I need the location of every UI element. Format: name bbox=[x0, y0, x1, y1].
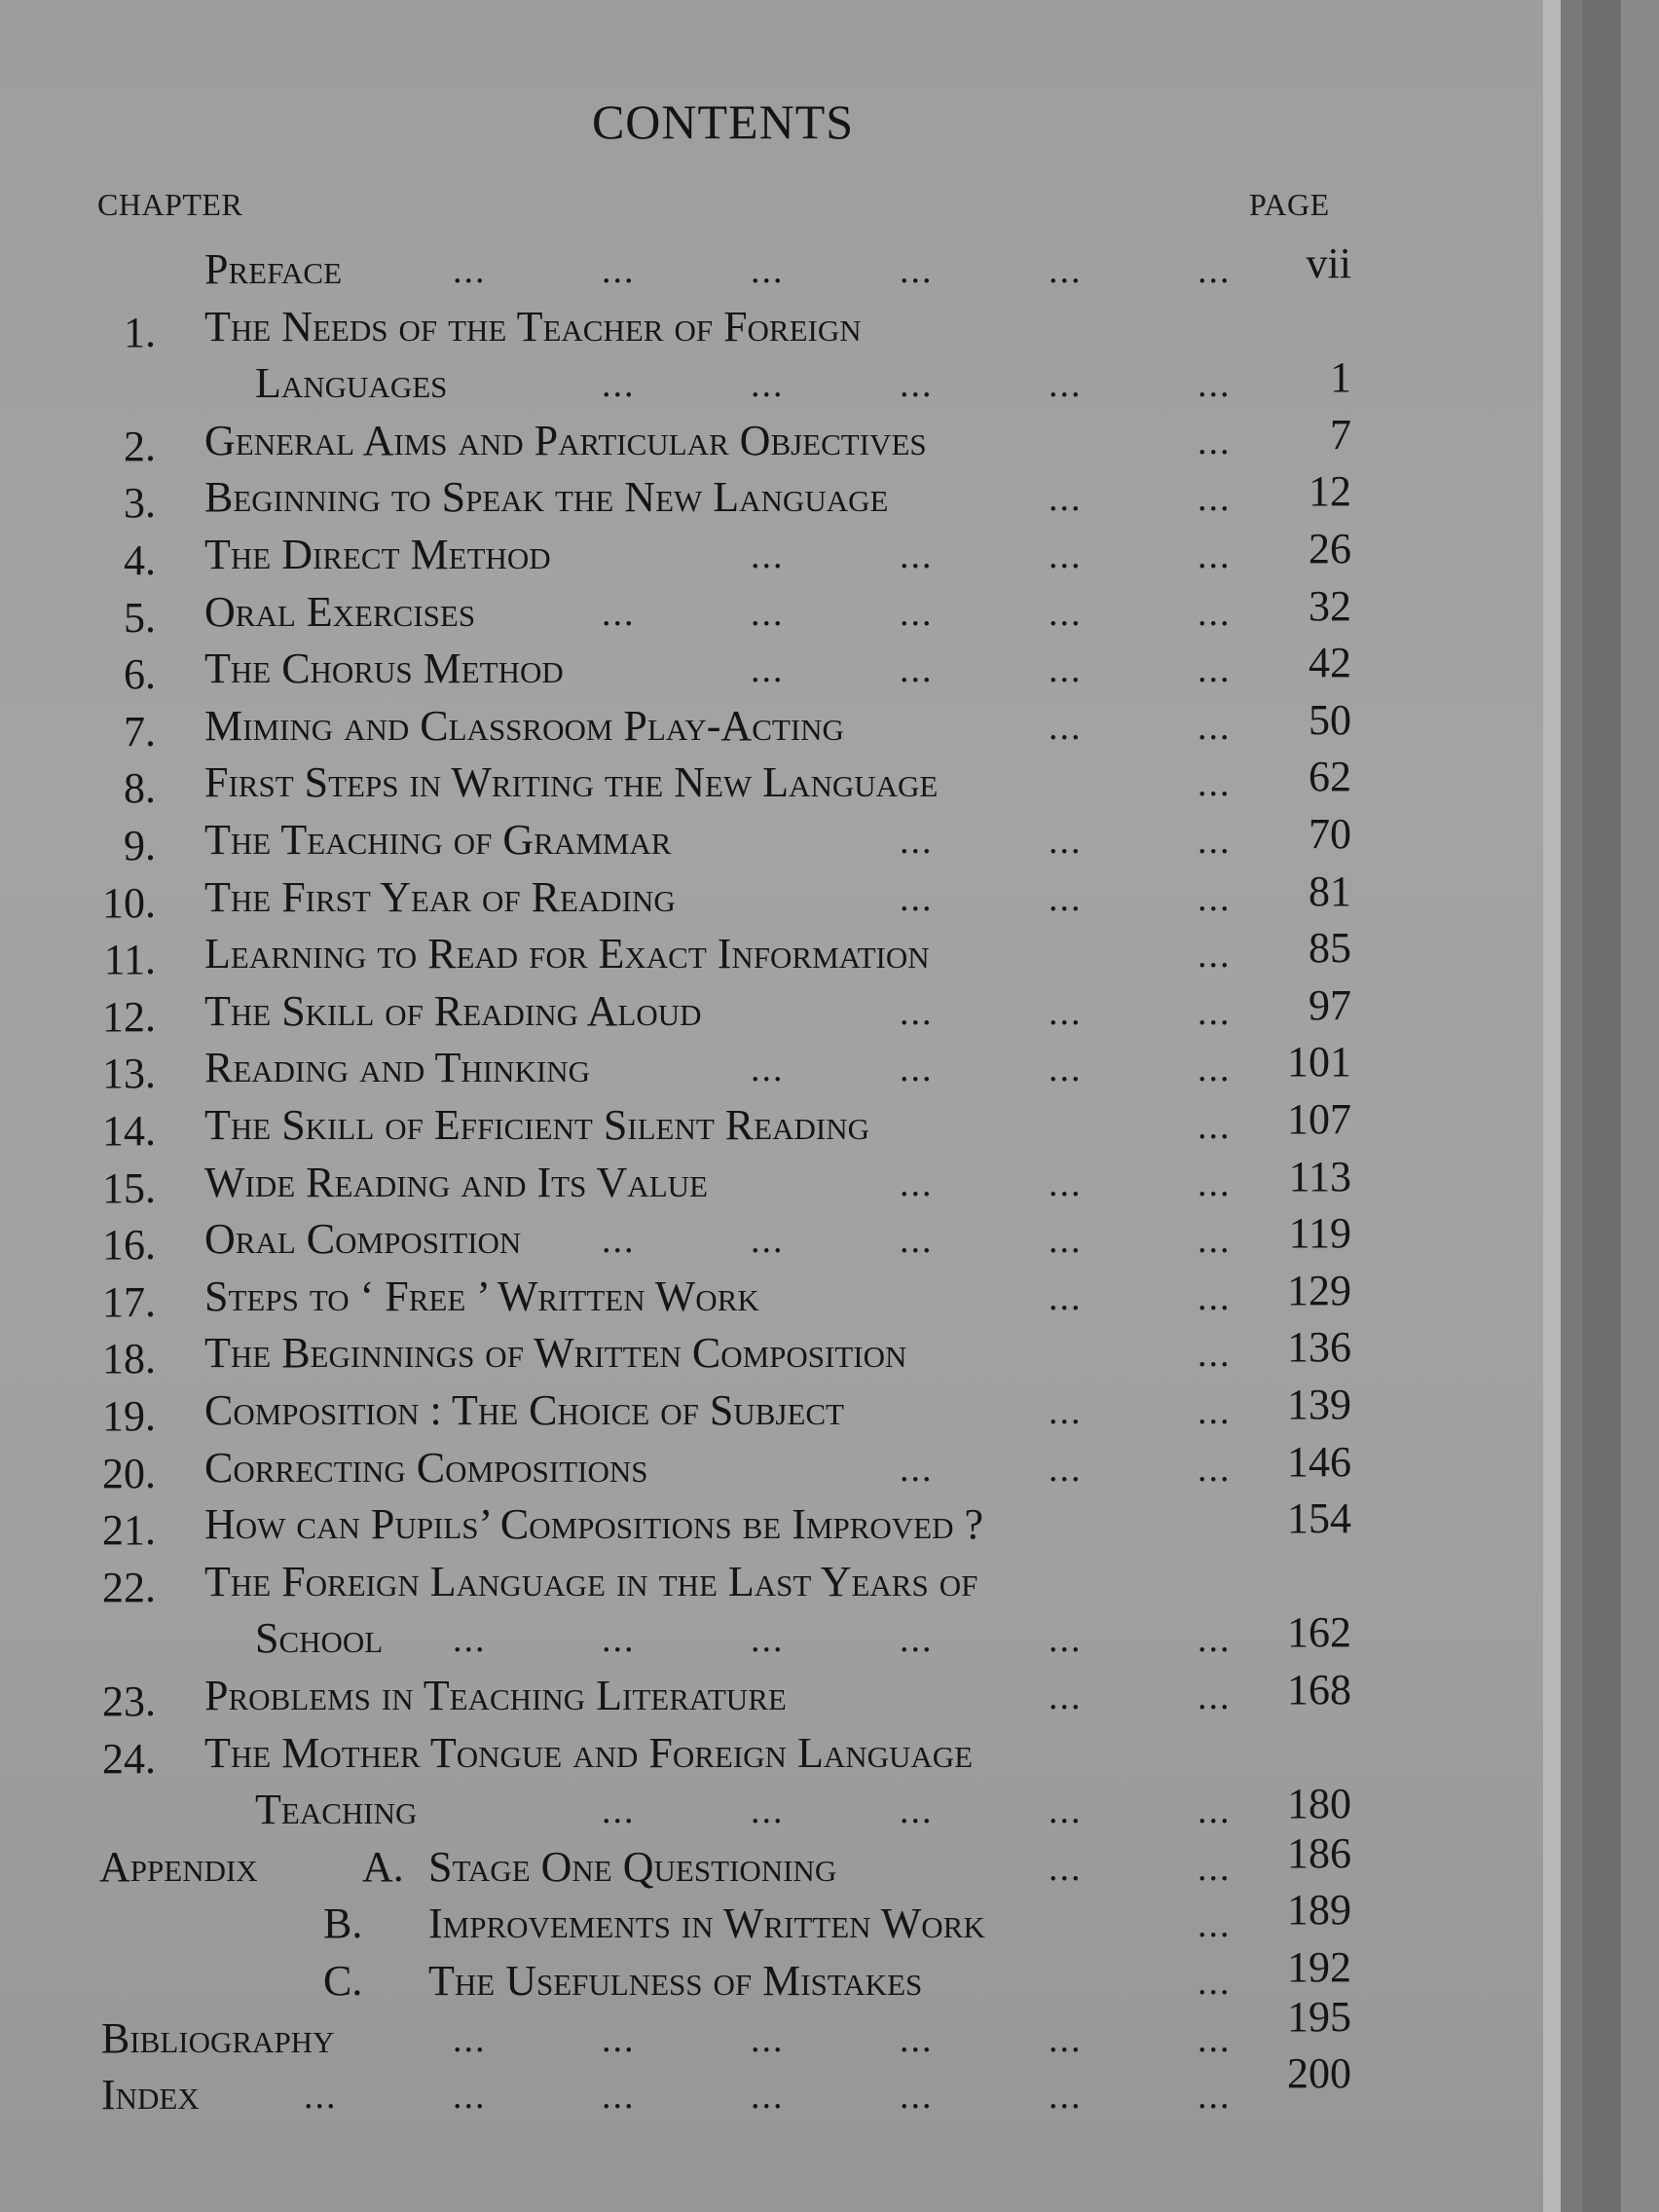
toc-entry bbox=[0, 1266, 1659, 1333]
dot-leader: ... bbox=[1198, 1391, 1232, 1432]
chapter-number: 5. bbox=[124, 593, 156, 642]
dot-leader: ... bbox=[900, 2076, 934, 2118]
dot-leader: ... bbox=[900, 1619, 934, 1661]
chapter-title: Composition : The Choice of Subject bbox=[204, 1386, 844, 1434]
toc-entry bbox=[0, 753, 1659, 819]
page-number: 97 bbox=[1309, 980, 1351, 1029]
dot-leader: ... bbox=[1049, 1049, 1083, 1090]
page-number: 154 bbox=[1287, 1494, 1351, 1543]
toc-entry bbox=[0, 302, 1659, 420]
dot-leader: ... bbox=[1198, 1677, 1232, 1717]
dot-leader: ... bbox=[900, 877, 934, 919]
dot-leader: ... bbox=[1049, 649, 1083, 691]
dot-leader: ... bbox=[453, 1619, 487, 1661]
chapter-number: 18. bbox=[102, 1335, 156, 1383]
dot-leader: ... bbox=[1198, 649, 1232, 691]
toc-entry bbox=[0, 866, 1659, 934]
dot-leader: ... bbox=[751, 649, 785, 691]
chapter-title: Oral Composition bbox=[204, 1215, 522, 1264]
page-number: 7 bbox=[1330, 410, 1351, 459]
dot-leader: ... bbox=[900, 821, 934, 862]
dot-leader: ... bbox=[453, 2018, 487, 2060]
dot-leader: ... bbox=[1049, 1448, 1083, 1490]
page-number: 32 bbox=[1309, 581, 1351, 630]
dot-leader: ... bbox=[1198, 935, 1232, 977]
dot-leader: ... bbox=[453, 2076, 487, 2118]
dot-leader: ... bbox=[1049, 1847, 1083, 1889]
dot-leader: ... bbox=[1049, 991, 1083, 1033]
dot-leader: ... bbox=[751, 2018, 785, 2060]
toc-entry bbox=[0, 1323, 1659, 1389]
dot-leader: ... bbox=[751, 364, 785, 406]
dot-leader: ... bbox=[1049, 2018, 1083, 2060]
back-matter-title: Index bbox=[101, 2071, 200, 2120]
chapter-number: 2. bbox=[124, 422, 156, 470]
chapter-title: Oral Exercises bbox=[204, 587, 476, 636]
toc-entry bbox=[0, 1437, 1659, 1504]
chapter-number: 13. bbox=[102, 1050, 156, 1098]
dot-leader: ... bbox=[1049, 592, 1083, 634]
chapter-number: 12. bbox=[102, 992, 156, 1041]
toc-entry bbox=[0, 695, 1659, 762]
chapter-title: The Chorus Method bbox=[204, 645, 564, 693]
dot-leader: ... bbox=[1198, 763, 1232, 805]
chapter-title: The Foreign Language in the Last Years of bbox=[204, 1557, 978, 1605]
toc-entry bbox=[0, 1494, 1659, 1561]
chapter-title: General Aims and Particular Objectives bbox=[204, 416, 927, 464]
dot-leader: ... bbox=[1049, 1790, 1083, 1832]
chapter-title: The Beginnings of Written Composition bbox=[204, 1329, 907, 1378]
chapter-number: 23. bbox=[102, 1677, 156, 1725]
dot-leader: ... bbox=[1049, 535, 1083, 576]
dot-leader: ... bbox=[1198, 478, 1232, 520]
dot-leader: ... bbox=[1198, 250, 1232, 291]
dot-leader: ... bbox=[1198, 2076, 1232, 2118]
dot-leader: ... bbox=[1198, 1962, 1232, 2003]
appendix-label: Appendix bbox=[99, 1842, 258, 1891]
page-number: 186 bbox=[1287, 1828, 1351, 1877]
page-number: vii bbox=[1306, 240, 1351, 287]
dot-leader: ... bbox=[900, 649, 934, 691]
toc-entry bbox=[0, 1666, 1659, 1732]
toc-entry bbox=[0, 980, 1659, 1048]
toc-entry bbox=[0, 924, 1659, 990]
toc-entry bbox=[0, 525, 1659, 591]
page-number: 42 bbox=[1309, 639, 1351, 687]
appendix-letter: B. bbox=[323, 1899, 363, 1948]
toc-entry bbox=[0, 1152, 1659, 1219]
page-number: 85 bbox=[1309, 924, 1351, 973]
dot-leader: ... bbox=[900, 991, 934, 1033]
dot-leader: ... bbox=[602, 1220, 636, 1262]
chapter-number: 20. bbox=[102, 1449, 156, 1497]
dot-leader: ... bbox=[1198, 592, 1232, 634]
dot-leader: ... bbox=[1198, 1162, 1232, 1204]
chapter-number: 22. bbox=[102, 1563, 156, 1611]
dot-leader: ... bbox=[1049, 1276, 1083, 1318]
page-number: 146 bbox=[1287, 1437, 1351, 1486]
dot-leader: ... bbox=[751, 2076, 785, 2118]
page-number: 180 bbox=[1287, 1780, 1351, 1828]
page-column-header: PAGE bbox=[1249, 187, 1330, 222]
dot-leader: ... bbox=[900, 1448, 934, 1490]
chapter-title-continued: School bbox=[255, 1614, 384, 1663]
appendix-entry bbox=[0, 1943, 1659, 2012]
chapter-number: 21. bbox=[102, 1506, 156, 1555]
dot-leader: ... bbox=[602, 250, 636, 291]
dot-leader: ... bbox=[900, 535, 934, 576]
page-number: 1 bbox=[1330, 353, 1351, 402]
chapter-title: The First Year of Reading bbox=[204, 872, 676, 921]
page-number: 119 bbox=[1288, 1209, 1351, 1258]
dot-leader: ... bbox=[1198, 1790, 1232, 1832]
toc-entry bbox=[0, 1557, 1659, 1675]
page-number: 113 bbox=[1288, 1152, 1351, 1200]
chapter-number: 6. bbox=[124, 650, 156, 699]
appendix-entry bbox=[0, 1886, 1659, 1955]
dot-leader: ... bbox=[900, 1790, 934, 1832]
page-number: 101 bbox=[1287, 1038, 1351, 1087]
chapter-number: 24. bbox=[102, 1734, 156, 1783]
chapter-title: Problems in Teaching Literature bbox=[204, 1672, 787, 1719]
chapter-number: 19. bbox=[102, 1392, 156, 1440]
chapter-number: 4. bbox=[124, 536, 156, 584]
dot-leader: ... bbox=[1198, 1448, 1232, 1490]
chapter-number: 11. bbox=[103, 936, 156, 984]
chapter-title: Reading and Thinking bbox=[204, 1044, 590, 1092]
back-matter-entry bbox=[0, 2049, 1659, 2126]
toc-entry bbox=[0, 1209, 1659, 1275]
chapter-number: 14. bbox=[102, 1107, 156, 1155]
dot-leader: ... bbox=[900, 1220, 934, 1262]
toc-entry bbox=[0, 410, 1659, 477]
dot-leader: ... bbox=[1198, 1049, 1232, 1090]
chapter-title: Learning to Read for Exact Information bbox=[204, 930, 930, 978]
chapter-number: 10. bbox=[102, 878, 156, 927]
page-number: 139 bbox=[1287, 1381, 1351, 1428]
appendix-title: Improvements in Written Work bbox=[428, 1899, 985, 1948]
dot-leader: ... bbox=[751, 250, 785, 291]
chapter-number: 7. bbox=[124, 707, 156, 756]
dot-leader: ... bbox=[900, 250, 934, 291]
appendix-title: The Usefulness of Mistakes bbox=[428, 1957, 923, 2005]
dot-leader: ... bbox=[1198, 1847, 1232, 1889]
chapter-number: 1. bbox=[124, 308, 156, 356]
page-number: 12 bbox=[1309, 467, 1351, 516]
toc-entry bbox=[0, 810, 1659, 876]
chapter-title: The Needs of the Teacher of Foreign bbox=[204, 302, 862, 350]
chapter-title: Miming and Classroom Play-Acting bbox=[204, 701, 844, 750]
page-title: CONTENTS bbox=[591, 94, 855, 149]
dot-leader: ... bbox=[900, 592, 934, 634]
dot-leader: ... bbox=[900, 1049, 934, 1090]
dot-leader: ... bbox=[751, 1790, 785, 1832]
page-number: 129 bbox=[1287, 1266, 1351, 1314]
dot-leader: ... bbox=[1049, 364, 1083, 406]
chapter-title: Preface bbox=[204, 245, 343, 293]
dot-leader: ... bbox=[1049, 2076, 1083, 2118]
dot-leader: ... bbox=[1049, 1220, 1083, 1262]
dot-leader: ... bbox=[1198, 821, 1232, 862]
dot-leader: ... bbox=[751, 535, 785, 576]
appendix-letter: A. bbox=[362, 1842, 404, 1891]
chapter-title: The Teaching of Grammar bbox=[204, 816, 672, 864]
appendix-entry bbox=[0, 1828, 1659, 1899]
dot-leader: ... bbox=[751, 1220, 785, 1262]
page-number: 200 bbox=[1287, 2049, 1351, 2098]
dot-leader: ... bbox=[900, 2018, 934, 2060]
dot-leader: ... bbox=[1198, 991, 1232, 1033]
page-number: 162 bbox=[1287, 1608, 1351, 1657]
dot-leader: ... bbox=[1198, 1106, 1232, 1147]
dot-leader: ... bbox=[1049, 1162, 1083, 1204]
dot-leader: ... bbox=[602, 1790, 636, 1832]
dot-leader: ... bbox=[602, 1619, 636, 1661]
chapter-number: 16. bbox=[102, 1221, 156, 1270]
dot-leader: ... bbox=[1049, 478, 1083, 520]
page-number: 192 bbox=[1287, 1943, 1351, 1991]
page-number: 70 bbox=[1309, 810, 1351, 858]
chapter-title: How can Pupils’ Compositions be Improved ? bbox=[204, 1500, 983, 1549]
dot-leader: ... bbox=[1198, 1619, 1232, 1661]
chapter-title: The Skill of Reading Aloud bbox=[204, 986, 702, 1035]
dot-leader: ... bbox=[602, 364, 636, 406]
dot-leader: ... bbox=[1049, 706, 1083, 748]
dot-leader: ... bbox=[1198, 877, 1232, 919]
toc-entry bbox=[0, 1095, 1659, 1161]
dot-leader: ... bbox=[751, 1619, 785, 1661]
dot-leader: ... bbox=[1198, 2018, 1232, 2060]
dot-leader: ... bbox=[1049, 1619, 1083, 1661]
page-number: 26 bbox=[1309, 525, 1351, 572]
dot-leader: ... bbox=[900, 1162, 934, 1204]
chapter-title: First Steps in Writing the New Language bbox=[204, 758, 939, 807]
chapter-number: 17. bbox=[102, 1277, 156, 1326]
chapter-title: Wide Reading and Its Value bbox=[204, 1158, 708, 1206]
chapter-title: Correcting Compositions bbox=[204, 1443, 648, 1492]
chapter-number: 9. bbox=[124, 822, 156, 869]
back-matter-entry bbox=[0, 1992, 1659, 2070]
dot-leader: ... bbox=[900, 364, 934, 406]
chapter-number: 8. bbox=[124, 764, 156, 813]
dot-leader: ... bbox=[1049, 1677, 1083, 1717]
toc-entry bbox=[0, 240, 1659, 306]
back-matter-title: Bibliography bbox=[101, 2013, 335, 2062]
dot-leader: ... bbox=[1198, 1334, 1232, 1376]
appendix-title: Stage One Questioning bbox=[428, 1842, 837, 1891]
page-number: 107 bbox=[1287, 1095, 1351, 1143]
toc-entry bbox=[0, 1728, 1659, 1846]
toc-entry bbox=[0, 1038, 1659, 1104]
dot-leader: ... bbox=[602, 2076, 636, 2118]
dot-leader: ... bbox=[1198, 1220, 1232, 1262]
page-number: 50 bbox=[1309, 695, 1351, 744]
toc-entry bbox=[0, 639, 1659, 705]
dot-leader: ... bbox=[602, 592, 636, 634]
dot-leader: ... bbox=[602, 2018, 636, 2060]
toc-entry bbox=[0, 581, 1659, 648]
chapter-title: The Mother Tongue and Foreign Language bbox=[204, 1728, 974, 1777]
chapter-title-continued: Languages bbox=[255, 359, 448, 408]
chapter-title: The Direct Method bbox=[204, 531, 551, 578]
chapter-number: 3. bbox=[124, 479, 156, 528]
page-number: 195 bbox=[1287, 1992, 1351, 2041]
dot-leader: ... bbox=[453, 250, 487, 291]
chapter-title: The Skill of Efficient Silent Reading bbox=[204, 1101, 869, 1149]
page-number: 62 bbox=[1309, 753, 1351, 801]
appendix-letter: C. bbox=[323, 1957, 363, 2005]
dot-leader: ... bbox=[1198, 535, 1232, 576]
dot-leader: ... bbox=[1049, 821, 1083, 862]
dot-leader: ... bbox=[1198, 421, 1232, 462]
toc-entry bbox=[0, 467, 1659, 534]
chapter-title-continued: Teaching bbox=[255, 1786, 418, 1834]
page-number: 168 bbox=[1287, 1666, 1351, 1714]
page-number: 136 bbox=[1287, 1323, 1351, 1372]
dot-leader: ... bbox=[1198, 364, 1232, 406]
dot-leader: ... bbox=[751, 1049, 785, 1090]
dot-leader: ... bbox=[1049, 250, 1083, 291]
page-number: 189 bbox=[1287, 1886, 1351, 1935]
dot-leader: ... bbox=[1198, 1276, 1232, 1318]
dot-leader: ... bbox=[1198, 706, 1232, 748]
chapter-number: 15. bbox=[102, 1163, 156, 1212]
dot-leader: ... bbox=[1049, 877, 1083, 919]
toc-entry bbox=[0, 1381, 1659, 1447]
chapter-title: Beginning to Speak the New Language bbox=[204, 473, 889, 522]
dot-leader: ... bbox=[1049, 1391, 1083, 1432]
dot-leader: ... bbox=[304, 2076, 338, 2118]
dot-leader: ... bbox=[1198, 1904, 1232, 1946]
chapter-column-header: CHAPTER bbox=[97, 187, 243, 222]
dot-leader: ... bbox=[751, 592, 785, 634]
page-number: 81 bbox=[1309, 866, 1351, 915]
chapter-title: Steps to ‘ Free ’ Written Work bbox=[204, 1272, 759, 1320]
